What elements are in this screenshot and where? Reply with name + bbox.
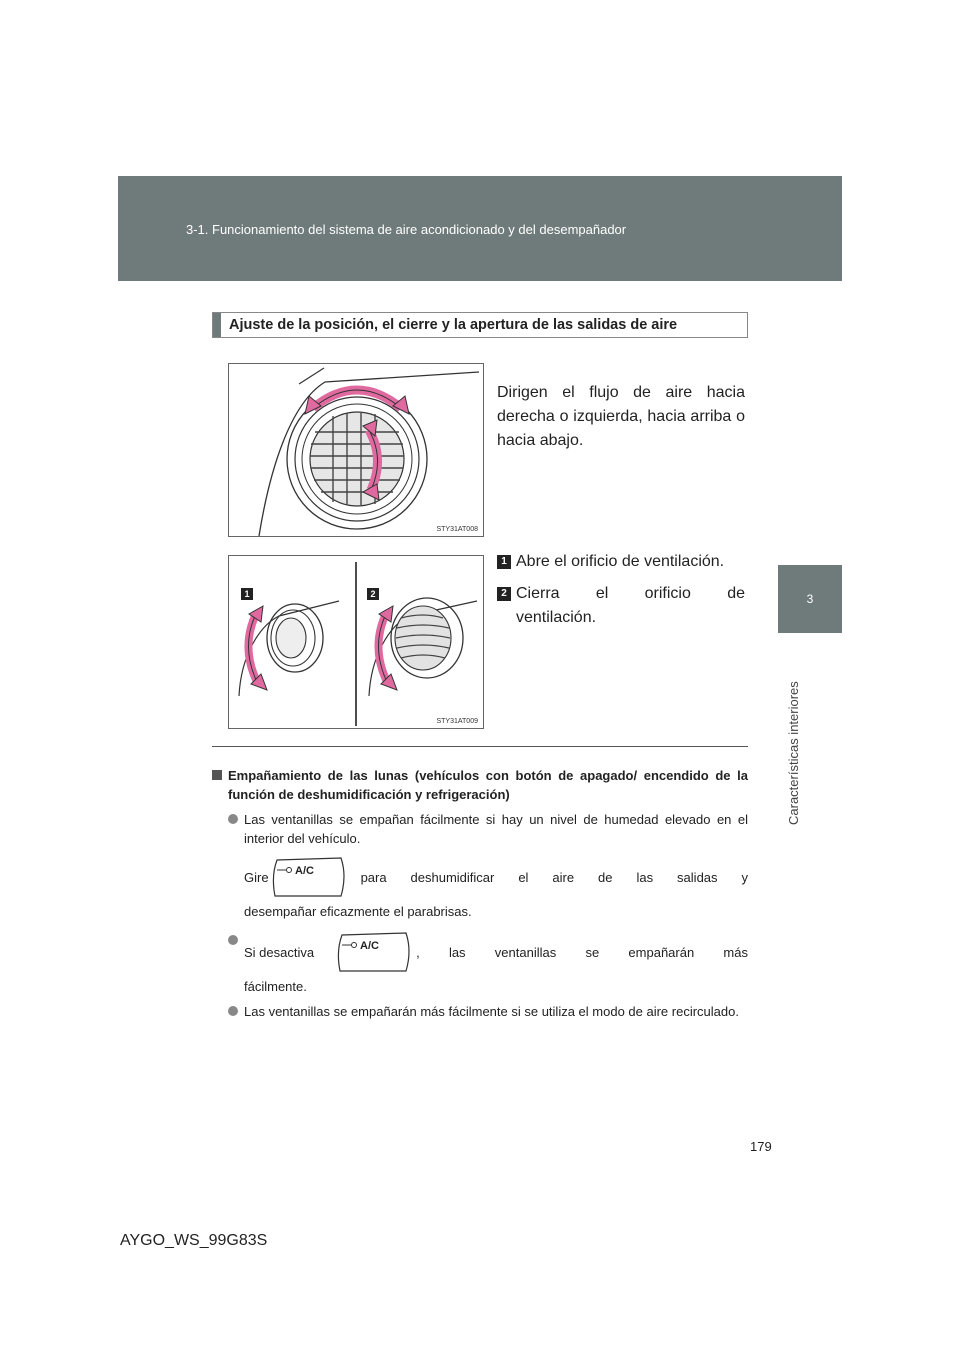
note-bullet: Si desactiva A/C , las ventanillas se empañarán más fácilmente. <box>212 931 748 996</box>
note-title: Empañamiento de las lunas (vehículos con botón de apagado/ encendido de la función de deshumidificación y refrigeración) <box>212 766 748 804</box>
svg-text:A/C: A/C <box>294 865 314 877</box>
svg-text:A/C: A/C <box>360 940 380 952</box>
chapter-side-label: Características interiores <box>786 681 801 825</box>
section-heading: Ajuste de la posición, el cierre y la apertura de las salidas de aire <box>212 312 748 338</box>
bullet-dot-icon <box>228 814 238 824</box>
vent-direction-illustration <box>229 364 483 536</box>
ac-button-icon <box>334 931 412 973</box>
figure-badge-1: 1 <box>241 588 253 600</box>
square-bullet-icon <box>212 770 222 780</box>
note-bullet: Las ventanillas se empañarán más fácilmente si se utiliza el modo de aire recirculado. <box>212 1002 748 1021</box>
heading-bar <box>213 313 221 337</box>
page-number: 179 <box>750 1139 772 1154</box>
list-item: 2 Cierra el orificio de ventilación. <box>497 582 745 630</box>
bullet-dot-icon <box>228 1006 238 1016</box>
vent-direction-description: Dirigen el flujo de aire hacia derecha o izquierda, hacia arriba o hacia abajo. <box>497 384 745 449</box>
figure-badge-2: 2 <box>367 588 379 600</box>
note-bullet: Las ventanillas se empañan fácilmente si hay un nivel de humedad elevado en el interior del vehículo. Gire A/C para deshumidificar el aire de las salidas y desempañar eficazmente el parabrisas. <box>212 810 748 921</box>
vent-open-close-figure <box>228 555 484 729</box>
figure-code: STY31AT008 <box>436 526 478 533</box>
bullet-dot-icon <box>228 935 238 945</box>
list-number: 2 <box>497 587 511 601</box>
ac-button-icon <box>269 856 347 898</box>
chapter-title: 3-1. Funcionamiento del sistema de aire acondicionado y del desempañador <box>186 222 627 237</box>
list-number: 1 <box>497 555 511 569</box>
section-divider <box>212 746 748 747</box>
fogging-note <box>212 766 748 1021</box>
document-code: AYGO_WS_99G83S <box>120 1232 268 1249</box>
list-item: 1 Abre el orificio de ventilación. <box>497 550 745 574</box>
figure-code: STY31AT009 <box>436 718 478 725</box>
vent-direction-figure <box>228 363 484 537</box>
vent-open-close-list <box>497 550 745 638</box>
chapter-tab-number: 3 <box>778 565 842 633</box>
vent-open-close-illustration <box>229 556 483 728</box>
